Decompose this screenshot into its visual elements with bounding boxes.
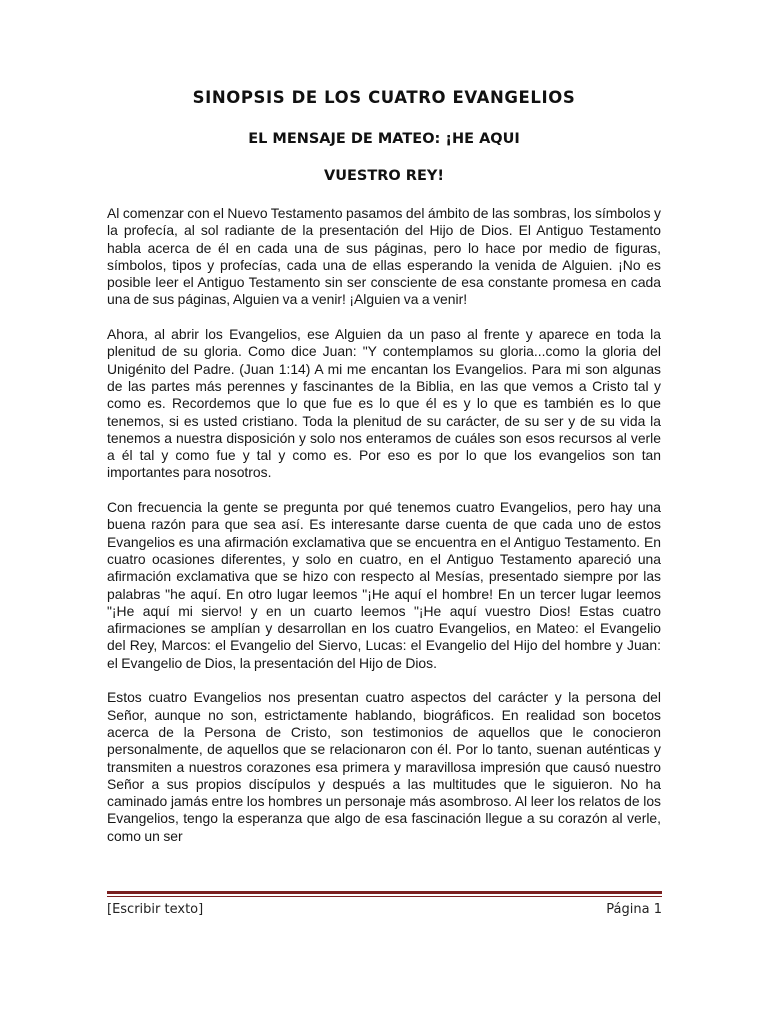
- body-text: [107, 205, 661, 862]
- paragraph-1: Al comenzar con el Nuevo Testamento pasamos del ámbito de las sombras, los símbolos y la profecía, al sol radiante de la presentación del Hijo de Dios. El Antiguo Testamento habla acerca de él en cada una de sus páginas, pero lo hace por medio de figuras, símbolos, tipos y profecías, cada una de ellas esperando la venida de Alguien. ¡No es posible leer el Antiguo Testamento sin ser consciente de esa constante promesa en cada una de sus páginas, Alguien va a venir! ¡Alguien va a venir!: [107, 205, 661, 308]
- paragraph-4: Estos cuatro Evangelios nos presentan cuatro aspectos del carácter y la persona del Señor, aunque no son, estrictamente hablando, biográficos. En realidad son bocetos acerca de la Persona de Cristo, son testimonios de aquellos que le conocieron personalmente, de aquellos que se relacionaron con él. Por lo tanto, suenan auténticas y transmiten a nuestros corazones esa primera y maravillosa impresión que causó nuestro Señor a sus propios discípulos y después a las multitudes que le siguieron. No ha caminado jamás entre los hombres un personaje más asombroso. Al leer los relatos de los Evangelios, tengo la esperanza que algo de esa fascinación llegue a su corazón al verle, como un ser: [107, 689, 661, 844]
- footer-placeholder-text[interactable]: [Escribir texto]: [107, 902, 204, 917]
- paragraph-2: Ahora, al abrir los Evangelios, ese Alguien da un paso al frente y aparece en toda la plenitud de su gloria. Como dice Juan: "Y contemplamos su gloria...como la gloria del Unigénito del Padre. (Juan 1:14) A mi me encantan los Evangelios. Para mi son algunas de las partes más perennes y fascinantes de la Biblia, en las que vemos a Cristo tal y como es. Recordemos que lo que fue es lo que él es y lo que es también es lo que tenemos, si es usted cristiano. Toda la plenitud de su carácter, de su ser y de su vida la tenemos a nuestra disposición y solo nos enteramos de cuáles son esos recursos al verle a él tal y como fue y tal y como es. Por eso es por lo que los evangelios son tan importantes para nosotros.: [107, 326, 661, 481]
- footer-rule-thin: [107, 896, 662, 897]
- document-subtitle-line2: VUESTRO REY!: [324, 168, 444, 184]
- footer-page-number: Página 1: [606, 902, 662, 917]
- footer-rule-thick: [107, 891, 662, 894]
- document-subtitle-line1: EL MENSAJE DE MATEO: ¡HE AQUI: [248, 131, 520, 147]
- document-title: SINOPSIS DE LOS CUATRO EVANGELIOS: [192, 88, 576, 107]
- paragraph-3: Con frecuencia la gente se pregunta por qué tenemos cuatro Evangelios, pero hay una buena razón para que sea así. Es interesante darse cuenta de que cada uno de estos Evangelios es una afirmación exclamativa que se encuentra en el Antiguo Testamento. En cuatro ocasiones diferentes, y solo en cuatro, en el Antiguo Testamento apareció una afirmación exclamativa que se hizo con respecto al Mesías, presentado siempre por las palabras "he aquí. En otro lugar leemos "¡He aquí el hombre! En un tercer lugar leemos "¡He aquí mi siervo! y en un cuarto leemos "¡He aquí vuestro Dios! Estas cuatro afirmaciones se amplían y desarrollan en los cuatro Evangelios, en Mateo: el Evangelio del Rey, Marcos: el Evangelio del Siervo, Lucas: el Evangelio del Hijo del hombre y Juan: el Evangelio de Dios, la presentación del Hijo de Dios.: [107, 499, 661, 671]
